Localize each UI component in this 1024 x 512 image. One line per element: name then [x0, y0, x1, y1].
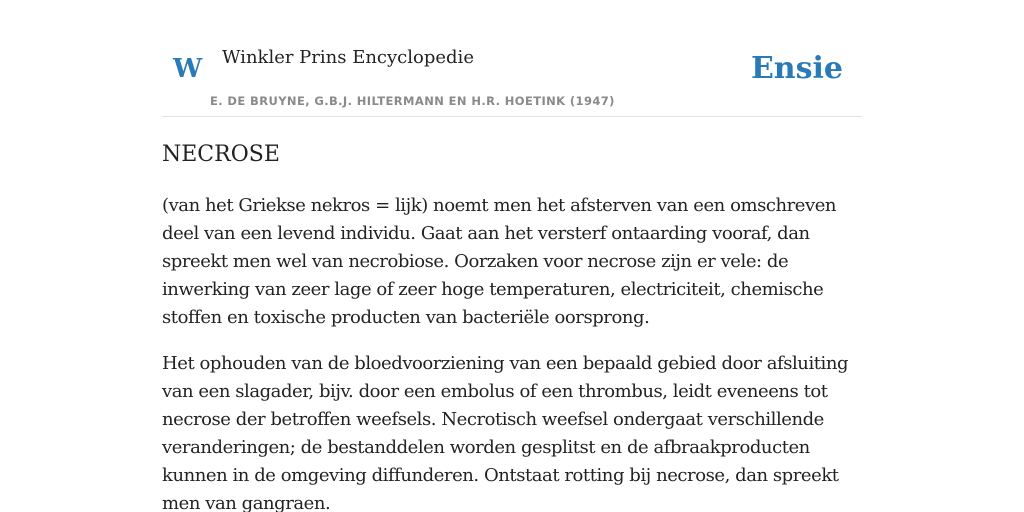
ensie-logo-link[interactable]: Ensie	[750, 51, 843, 86]
source-logo-icon: W	[173, 54, 203, 84]
article-paragraph-2: Het ophouden van de bloedvoorziening van een bepaald gebied door afsluiting van een slagader, bijv. door een embolus of een thrombus, leidt eveneens tot necrose der betroffen weefsels. Necrotisch weefsel ondergaat verschillende veranderingen; de bestanddelen worden gesplitst en de afbraakproducten kunnen in de omgeving diffunderen. Ontstaat rotting bij necrose, dan spreekt men van gangraen.	[162, 353, 849, 512]
article-paragraph-1: (van het Griekse nekros = lijk) noemt men het afsterven van een omschreven deel van een levend individu. Gaat aan het versterf ontaarding vooraf, dan spreekt men wel van necrobiose. Oorzaken voor necrose zijn er vele: de inwerking van zeer lage of zeer hoge temperaturen, electriciteit, chemische stoffen en toxische producten van bacteriële oorsprong.	[162, 195, 837, 328]
source-title[interactable]: Winkler Prins Encyclopedie	[222, 47, 474, 68]
article	[162, 138, 862, 512]
source-header	[162, 0, 862, 117]
article-title: NECROSE	[162, 142, 280, 167]
source-authors: E. DE BRUYNE, G.B.J. HILTERMANN EN H.R. HOETINK (1947)	[210, 94, 615, 108]
